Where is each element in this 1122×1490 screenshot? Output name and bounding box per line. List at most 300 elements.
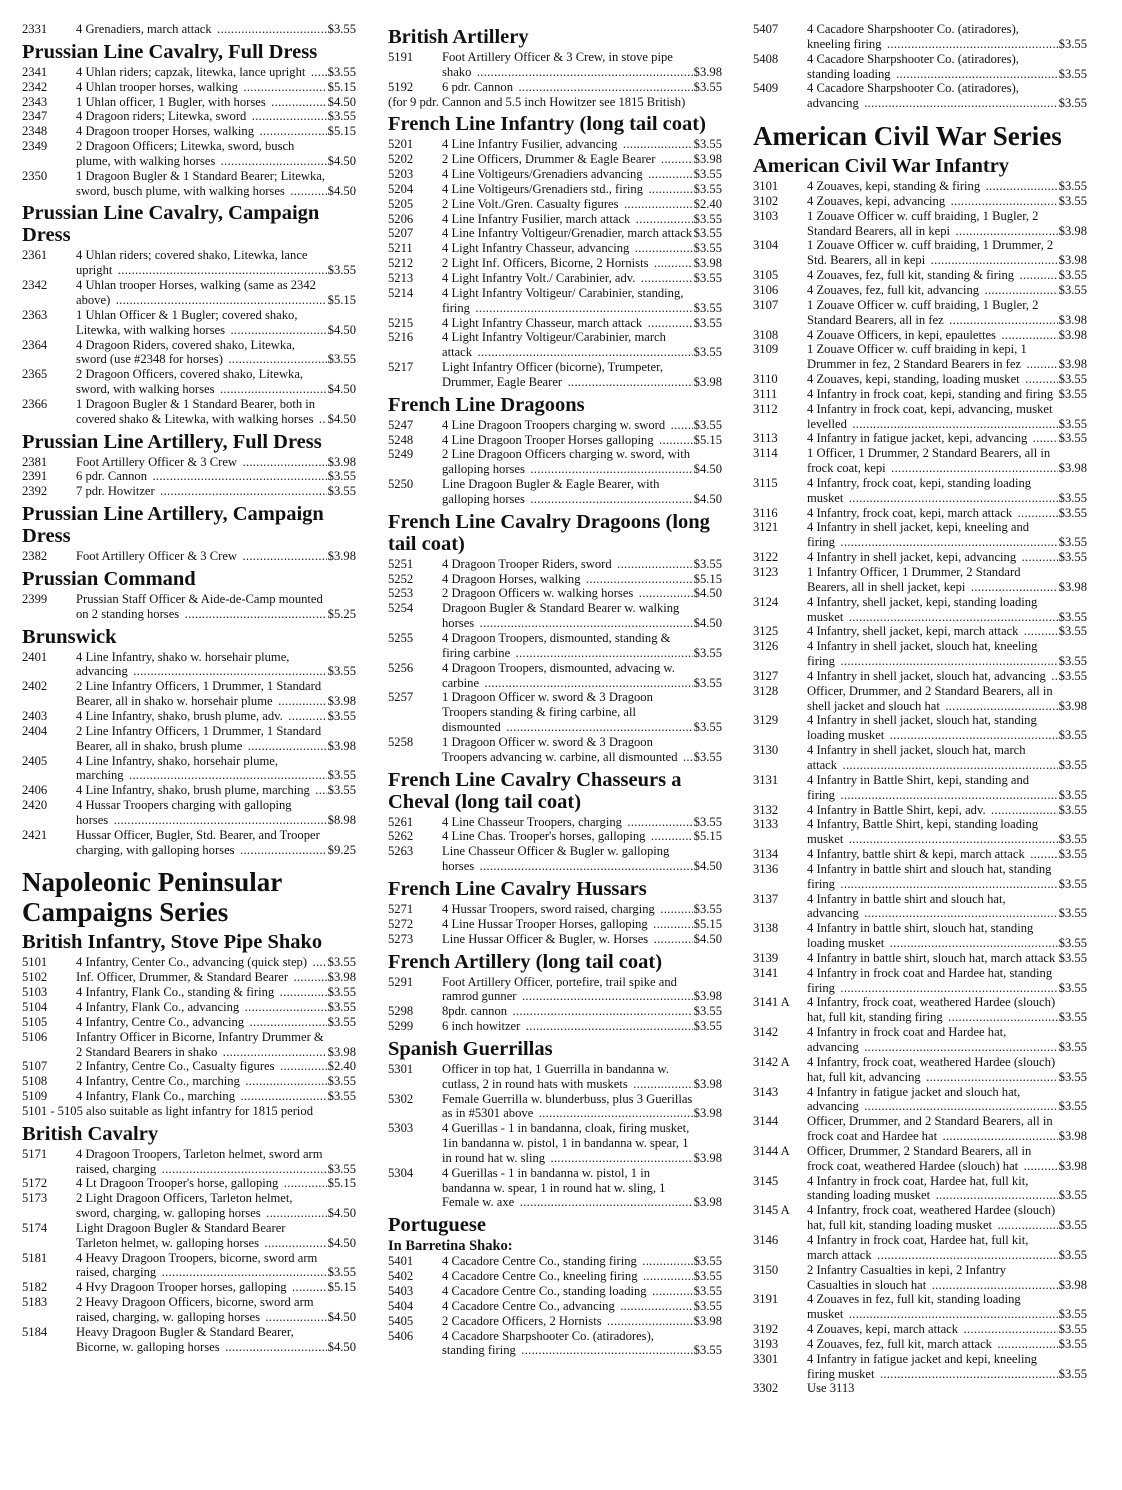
item-price: $3.55 <box>1058 193 1087 208</box>
item-description: 4 Infantry, frock coat, weathered Hardee (slouch) hat, full kit, advancing ..... <box>807 1055 1058 1085</box>
section-heading: French Line Cavalry Chasseurs a Cheval (long tail coat) <box>388 768 682 813</box>
item-number: 5262 <box>388 829 414 844</box>
item-number: 3113 <box>753 431 778 446</box>
item-entry <box>442 271 722 286</box>
item-entry <box>442 447 722 477</box>
catalog-item <box>753 1322 1087 1337</box>
catalog-item <box>22 679 356 709</box>
item-number: 2366 <box>22 396 48 411</box>
item-description: 2 Dragoon Officers, covered shako, Litewka, sword, with walking horses ..... <box>76 367 327 397</box>
section-heading: French Line Cavalry Hussars <box>388 877 647 900</box>
section-heading: French Artillery (long tail coat) <box>388 950 663 973</box>
item-entry <box>807 342 1087 372</box>
item-number: 3192 <box>753 1322 779 1337</box>
item-entry <box>807 995 1087 1025</box>
item-number: 2401 <box>22 649 48 664</box>
item-entry <box>76 308 356 338</box>
item-number: 3141 <box>753 965 779 980</box>
item-price: $3.55 <box>1058 757 1087 772</box>
item-description: 4 Infantry in shell jacket, slouch hat, advancing ..... <box>807 669 1058 684</box>
item-price: $3.55 <box>1058 787 1087 802</box>
item-number: 5304 <box>388 1165 414 1180</box>
catalog-item <box>22 650 356 680</box>
item-entry <box>807 387 1087 402</box>
item-price: $3.55 <box>693 1298 722 1313</box>
item-description: 4 Cacadore Centre Co., kneeling firing ..... <box>442 1269 693 1284</box>
item-number: 3105 <box>753 268 779 283</box>
item-description: 4 Lt Dragoon Trooper's horse, galloping ..... <box>76 1176 327 1191</box>
item-description: 4 Infantry in frock coat, Hardee hat, full kit, march attack ..... <box>807 1233 1058 1263</box>
item-description: 4 Infantry, Centre Co., marching ..... <box>76 1074 327 1089</box>
catalog-item <box>388 690 722 735</box>
catalog-item <box>753 298 1087 328</box>
item-price: $3.98 <box>327 549 356 564</box>
item-price: $3.55 <box>327 22 356 36</box>
item-number: 5247 <box>388 417 414 432</box>
item-description: 4 Infantry in shell jacket, slouch hat, kneeling firing ..... <box>807 639 1058 669</box>
item-entry <box>442 286 722 316</box>
catalog-item <box>388 829 722 844</box>
item-description: 4 Infantry, frock coat, weathered Hardee (slouch) hat, full kit, standing firing ..... <box>807 995 1058 1025</box>
catalog-item <box>388 1314 722 1329</box>
catalog-item <box>388 1254 722 1269</box>
item-description: 4 Infantry in Battle Shirt, kepi, adv. ..... <box>807 803 1058 818</box>
item-number: 5184 <box>22 1324 48 1339</box>
item-entry <box>442 932 722 947</box>
item-entry <box>76 109 356 124</box>
item-price: $3.55 <box>1058 847 1087 862</box>
item-number: 3126 <box>753 639 779 654</box>
item-number: 3107 <box>753 297 779 312</box>
catalog-item <box>22 1295 356 1325</box>
item-price: $3.55 <box>1058 268 1087 283</box>
item-entry <box>807 446 1087 476</box>
item-entry <box>442 1166 722 1211</box>
catalog-item <box>753 1337 1087 1352</box>
item-entry <box>807 743 1087 773</box>
item-price: $3.55 <box>327 484 356 499</box>
item-number: 5182 <box>22 1280 48 1295</box>
item-price: $3.55 <box>327 1161 356 1176</box>
catalog-item <box>388 661 722 691</box>
item-number: 3127 <box>753 668 779 683</box>
item-number: 5101 <box>22 955 48 970</box>
item-description: 4 Zouaves, fez, full kit, standing & firing ..... <box>807 268 1058 283</box>
item-number: 5251 <box>388 556 414 571</box>
item-description: 2 Light Dragoon Officers, Tarleton helmet, sword, charging, w. galloping horses ..... <box>76 1191 327 1221</box>
item-description: 4 Infantry in battle shirt and slouch hat, advancing ..... <box>807 892 1058 922</box>
item-number: 2405 <box>22 753 48 768</box>
item-entry <box>442 631 722 661</box>
item-price: $3.55 <box>693 814 722 829</box>
item-description: 4 Uhlan riders; capzak, litewka, lance upright ..... <box>76 65 327 80</box>
catalog-item <box>388 932 722 947</box>
item-description: 1 Dragoon Bugler & 1 Standard Bearer; Litewka, sword, busch plume, with walking horses ..... <box>76 169 327 199</box>
item-number: 3115 <box>753 475 778 490</box>
section-heading: French Line Dragoons <box>388 393 585 416</box>
item-entry <box>442 137 722 152</box>
item-price: $4.50 <box>327 183 356 198</box>
item-entry <box>807 862 1087 892</box>
item-entry <box>807 298 1087 328</box>
item-entry <box>807 328 1087 343</box>
item-number: 3103 <box>753 208 779 223</box>
catalog-item <box>22 139 356 169</box>
catalog-item <box>388 572 722 587</box>
item-price: $3.98 <box>693 1076 722 1091</box>
catalog-item <box>22 109 356 124</box>
item-entry <box>807 431 1087 446</box>
catalog-item <box>22 455 356 470</box>
catalog-note: 5101 - 5105 also suitable as light infantry for 1815 period <box>22 1103 314 1118</box>
series-heading: Napoleonic Peninsular Campaigns Series <box>22 867 282 928</box>
catalog-item <box>753 995 1087 1025</box>
catalog-item <box>388 226 722 241</box>
item-number: 5105 <box>22 1014 48 1029</box>
item-price: $3.55 <box>1058 550 1087 565</box>
catalog-item <box>22 278 356 308</box>
item-entry <box>76 798 356 828</box>
item-entry <box>807 1144 1087 1174</box>
catalog-item <box>753 476 1087 506</box>
item-entry <box>76 469 356 484</box>
catalog-item <box>388 241 722 256</box>
section-heading: Spanish Guerrillas <box>388 1037 553 1060</box>
item-description: 4 Line Infantry, shako, brush plume, adv. ..... <box>76 709 327 724</box>
item-number: 2364 <box>22 337 48 352</box>
item-entry <box>807 892 1087 922</box>
item-description: 4 Infantry in shell jacket, slouch hat, march attack ..... <box>807 743 1058 773</box>
catalog-item <box>22 1191 356 1221</box>
item-entry <box>807 1381 1087 1396</box>
item-price: $4.50 <box>327 411 356 426</box>
item-price: $3.55 <box>693 556 722 571</box>
item-price: $5.15 <box>693 432 722 447</box>
item-price: $4.50 <box>693 859 722 874</box>
item-description: 1 Zouave Officer w. cuff braiding in kepi, 1 Drummer in fez, 2 Standard Bearers in fez ..... <box>807 342 1058 372</box>
item-price: $3.55 <box>1058 832 1087 847</box>
catalog-item <box>388 256 722 271</box>
item-description: 2 Line Volt./Gren. Casualty figures ..... <box>442 197 693 212</box>
item-entry <box>442 316 722 331</box>
item-entry <box>807 179 1087 194</box>
item-description: Officer in top hat, 1 Guerrilla in bandanna w. cutlass, 2 in round hats with muskets ..... <box>442 1062 693 1092</box>
catalog-item <box>753 431 1087 446</box>
catalog-item <box>388 844 722 874</box>
catalog-item <box>22 592 356 622</box>
item-number: 3144 <box>753 1114 779 1129</box>
item-entry <box>807 22 1087 52</box>
item-entry <box>76 1251 356 1281</box>
item-number: 5102 <box>22 970 48 985</box>
catalog-item <box>22 95 356 110</box>
catalog-item <box>22 1221 356 1251</box>
item-price: $3.55 <box>693 137 722 152</box>
catalog-item <box>388 167 722 182</box>
item-description: 4 Infantry in fatigue jacket and kepi, kneeling firing musket ..... <box>807 1352 1058 1382</box>
item-description: 2 Heavy Dragoon Officers, bicorne, sword arm raised, charging, w. galloping horses ..... <box>76 1295 327 1325</box>
item-entry <box>807 921 1087 951</box>
item-price: $5.15 <box>327 124 356 139</box>
catalog-item <box>22 828 356 858</box>
item-number: 5106 <box>22 1029 48 1044</box>
item-entry <box>442 212 722 227</box>
item-price: $3.55 <box>327 109 356 124</box>
item-price: $3.55 <box>693 211 722 226</box>
item-description: 2 Line Infantry Officers, 1 Drummer, 1 Standard Bearer, all in shako, brush plume ..... <box>76 724 327 754</box>
item-price: $3.55 <box>1058 668 1087 683</box>
item-entry <box>807 1352 1087 1382</box>
catalog-item <box>388 447 722 477</box>
item-number: 3110 <box>753 372 778 387</box>
item-description: 6 pdr. Cannon ..... <box>76 469 327 484</box>
item-number: 3129 <box>753 713 779 728</box>
catalog-item <box>753 1263 1087 1293</box>
item-price: $3.98 <box>1058 1277 1087 1292</box>
catalog-item <box>753 1381 1087 1396</box>
item-entry <box>76 955 356 970</box>
catalog-item <box>388 477 722 507</box>
item-price: $3.98 <box>1058 1158 1087 1173</box>
item-number: 5301 <box>388 1061 414 1076</box>
item-number: 3106 <box>753 282 779 297</box>
item-number: 5104 <box>22 999 48 1014</box>
item-description: 4 Infantry, Flank Co., standing & firing ..... <box>76 985 327 1000</box>
item-entry <box>442 241 722 256</box>
item-description: 4 Line Infantry Fusilier, march attack ..... <box>442 212 693 227</box>
item-number: 5299 <box>388 1019 414 1034</box>
item-number: 5214 <box>388 285 414 300</box>
item-description: 4 Guerillas - 1 in bandanna w. pistol, 1 in bandanna w. spear, 1 in round hat w. sling, 1 Female w. axe ..... <box>442 1166 693 1211</box>
catalog-item <box>388 1284 722 1299</box>
item-price: $3.55 <box>327 664 356 679</box>
catalog-item <box>388 182 722 197</box>
item-price: $3.55 <box>327 985 356 1000</box>
catalog-item <box>388 1166 722 1211</box>
item-entry <box>807 817 1087 847</box>
item-number: 3145 A <box>753 1203 790 1218</box>
catalog-item <box>753 1174 1087 1204</box>
catalog-item <box>388 1329 722 1359</box>
item-price: $3.55 <box>1058 1218 1087 1233</box>
item-price: $3.98 <box>1058 312 1087 327</box>
item-entry <box>807 1055 1087 1085</box>
item-description: 4 Light Infantry Chasseur, advancing ..... <box>442 241 693 256</box>
item-description: Line Chasseur Officer & Bugler w. galloping horses ..... <box>442 844 693 874</box>
item-number: 5215 <box>388 315 414 330</box>
item-number: 3123 <box>753 565 779 579</box>
catalog-item <box>22 1059 356 1074</box>
item-description: Foot Artillery Officer & 3 Crew ..... <box>76 455 327 470</box>
item-price: $3.55 <box>693 901 722 916</box>
item-price: $3.55 <box>1058 1247 1087 1262</box>
item-entry <box>807 238 1087 268</box>
item-description: 4 Cacadore Centre Co., standing firing ..... <box>442 1254 693 1269</box>
item-description: 4 Line Infantry, shako, brush plume, marching ..... <box>76 783 327 798</box>
catalog-item <box>22 1325 356 1355</box>
item-description: 4 Zouaves in fez, full kit, standing loading musket ..... <box>807 1292 1058 1322</box>
item-price: $3.55 <box>1058 802 1087 817</box>
item-number: 3131 <box>753 772 779 787</box>
item-description: Use 3113 <box>807 1381 855 1396</box>
item-description: 4 Infantry in shell jacket, kepi, kneeling and firing ..... <box>807 520 1058 550</box>
item-number: 3114 <box>753 446 778 461</box>
item-description: 4 Line Chasseur Troopers, charging ..... <box>442 815 693 830</box>
item-number: 5256 <box>388 660 414 675</box>
item-entry <box>76 455 356 470</box>
item-entry <box>442 1314 722 1329</box>
item-description: 4 Infantry, shell jacket, kepi, march attack ..... <box>807 624 1058 639</box>
item-number: 2363 <box>22 307 48 322</box>
item-price: $4.50 <box>327 382 356 397</box>
item-price: $3.55 <box>1058 416 1087 431</box>
item-price: $3.55 <box>327 1265 356 1280</box>
catalog-item <box>753 22 1087 52</box>
item-number: 5403 <box>388 1284 414 1298</box>
item-price: $5.15 <box>693 571 722 586</box>
item-number: 5257 <box>388 690 414 705</box>
item-price: $4.50 <box>327 322 356 337</box>
item-number: 3116 <box>753 505 778 520</box>
item-number: 3193 <box>753 1336 779 1351</box>
catalog-item <box>388 80 722 95</box>
section-heading: British Infantry, Stove Pipe Shako <box>22 931 323 954</box>
item-number: 5248 <box>388 432 414 447</box>
item-entry <box>807 684 1087 714</box>
catalog-item <box>388 1004 722 1019</box>
item-price: $3.55 <box>1058 876 1087 891</box>
item-entry <box>442 572 722 587</box>
item-entry <box>442 1329 722 1359</box>
item-entry <box>807 402 1087 432</box>
item-price: $3.55 <box>693 720 722 735</box>
series-heading: American Civil War Series <box>753 121 1062 152</box>
item-entry <box>442 1121 722 1166</box>
item-entry <box>807 1114 1087 1144</box>
item-entry <box>807 268 1087 283</box>
item-price: $4.50 <box>327 94 356 109</box>
item-price: $3.55 <box>1058 179 1087 194</box>
item-number: 3150 <box>753 1262 779 1277</box>
item-entry <box>807 669 1087 684</box>
catalog-item <box>388 316 722 331</box>
item-entry <box>807 595 1087 625</box>
item-entry <box>442 477 722 507</box>
catalog-item <box>753 342 1087 372</box>
catalog-item <box>753 446 1087 476</box>
catalog-item <box>753 194 1087 209</box>
item-description: 2 Line Dragoon Officers charging w. sword, with galloping horses ..... <box>442 447 693 477</box>
catalog-item <box>753 209 1087 239</box>
item-description: 4 Cacadore Centre Co., advancing ..... <box>442 1299 693 1314</box>
item-entry <box>76 592 356 622</box>
item-number: 5211 <box>388 241 413 256</box>
item-description: 4 Infantry in frock coat, kepi, standing and firing ..... <box>807 387 1058 402</box>
item-entry <box>807 1292 1087 1322</box>
catalog-item <box>22 367 356 397</box>
item-description: 4 Light Infantry Chasseur, march attack ..... <box>442 316 693 331</box>
item-number: 5173 <box>22 1191 48 1206</box>
item-description: 4 Zouaves, kepi, standing & firing ..... <box>807 179 1058 194</box>
item-entry <box>442 1062 722 1092</box>
catalog-item <box>388 1019 722 1034</box>
item-description: 2 Dragoon Officers w. walking horses ..... <box>442 586 693 601</box>
item-description: 4 Dragoon riders; Litewka, sword ..... <box>76 109 327 124</box>
item-entry <box>442 844 722 874</box>
catalog-item <box>753 743 1087 773</box>
catalog-item <box>753 684 1087 714</box>
item-price: $3.55 <box>327 955 356 970</box>
catalog-item <box>22 754 356 784</box>
column-middle <box>388 22 722 1358</box>
item-description: 4 Dragoon Troopers, dismounted, advacing w. carbine ..... <box>442 661 693 691</box>
item-number: 5172 <box>22 1176 48 1191</box>
item-description: 4 Line Voltigeurs/Grenadiers advancing ..... <box>442 167 693 182</box>
catalog-item <box>22 248 356 278</box>
catalog-item <box>22 955 356 970</box>
item-number: 2347 <box>22 109 48 124</box>
item-price: $4.50 <box>693 586 722 601</box>
item-description: 4 Dragoon trooper Horses, walking ..... <box>76 124 327 139</box>
item-price: $3.55 <box>327 469 356 484</box>
item-description: 4 Dragoon Trooper Riders, sword ..... <box>442 557 693 572</box>
item-entry <box>76 549 356 564</box>
item-description: 4 Infantry in shell jacket, kepi, advancing ..... <box>807 550 1058 565</box>
item-entry <box>76 367 356 397</box>
item-price: $3.55 <box>693 315 722 330</box>
catalog-item <box>388 137 722 152</box>
item-price: $3.55 <box>693 1269 722 1284</box>
item-entry <box>442 433 722 448</box>
item-description: 4 Cacadore Sharpshooter Co. (atiradores), kneeling firing ..... <box>807 22 1058 52</box>
item-description: 4 Dragoon Troopers, dismounted, standing & firing carbine ..... <box>442 631 693 661</box>
item-number: 3112 <box>753 401 778 416</box>
catalog-item <box>388 50 722 80</box>
item-entry <box>76 338 356 368</box>
item-price: $3.55 <box>327 999 356 1014</box>
item-price: $3.55 <box>327 64 356 79</box>
item-entry <box>442 975 722 1005</box>
item-entry <box>76 1059 356 1074</box>
item-number: 2392 <box>22 484 48 499</box>
item-price: $3.55 <box>1058 36 1087 51</box>
item-price: $3.55 <box>327 1014 356 1029</box>
item-entry <box>807 773 1087 803</box>
item-description: 4 Dragoon Horses, walking ..... <box>442 572 693 587</box>
catalog-item <box>388 197 722 212</box>
item-number: 5212 <box>388 256 414 271</box>
catalog-item <box>388 1121 722 1166</box>
item-entry <box>807 476 1087 506</box>
item-description: 4 Heavy Dragoon Troopers, bicorne, sword arm raised, charging ..... <box>76 1251 327 1281</box>
item-price: $3.98 <box>693 1150 722 1165</box>
catalog-item <box>22 1176 356 1191</box>
item-entry <box>76 1176 356 1191</box>
item-description: Prussian Staff Officer & Aide-de-Camp mounted on 2 standing horses ..... <box>76 592 327 622</box>
item-number: 2361 <box>22 248 48 263</box>
catalog-item <box>388 271 722 286</box>
item-price: $3.98 <box>1058 223 1087 238</box>
section-heading: British Artillery <box>388 26 529 48</box>
item-price: $3.55 <box>693 1284 722 1298</box>
item-description: Hussar Officer, Bugler, Std. Bearer, and Trooper charging, with galloping horses ..... <box>76 828 327 858</box>
item-entry <box>807 81 1087 111</box>
item-description: 1 Officer, 1 Drummer, 2 Standard Bearers, all in frock coat, kepi ..... <box>807 446 1058 476</box>
item-number: 2421 <box>22 827 48 842</box>
item-price: $3.55 <box>1058 1099 1087 1114</box>
item-description: 4 Uhlan riders; covered shako, Litewka, lance upright ..... <box>76 248 327 278</box>
item-entry <box>442 735 722 765</box>
